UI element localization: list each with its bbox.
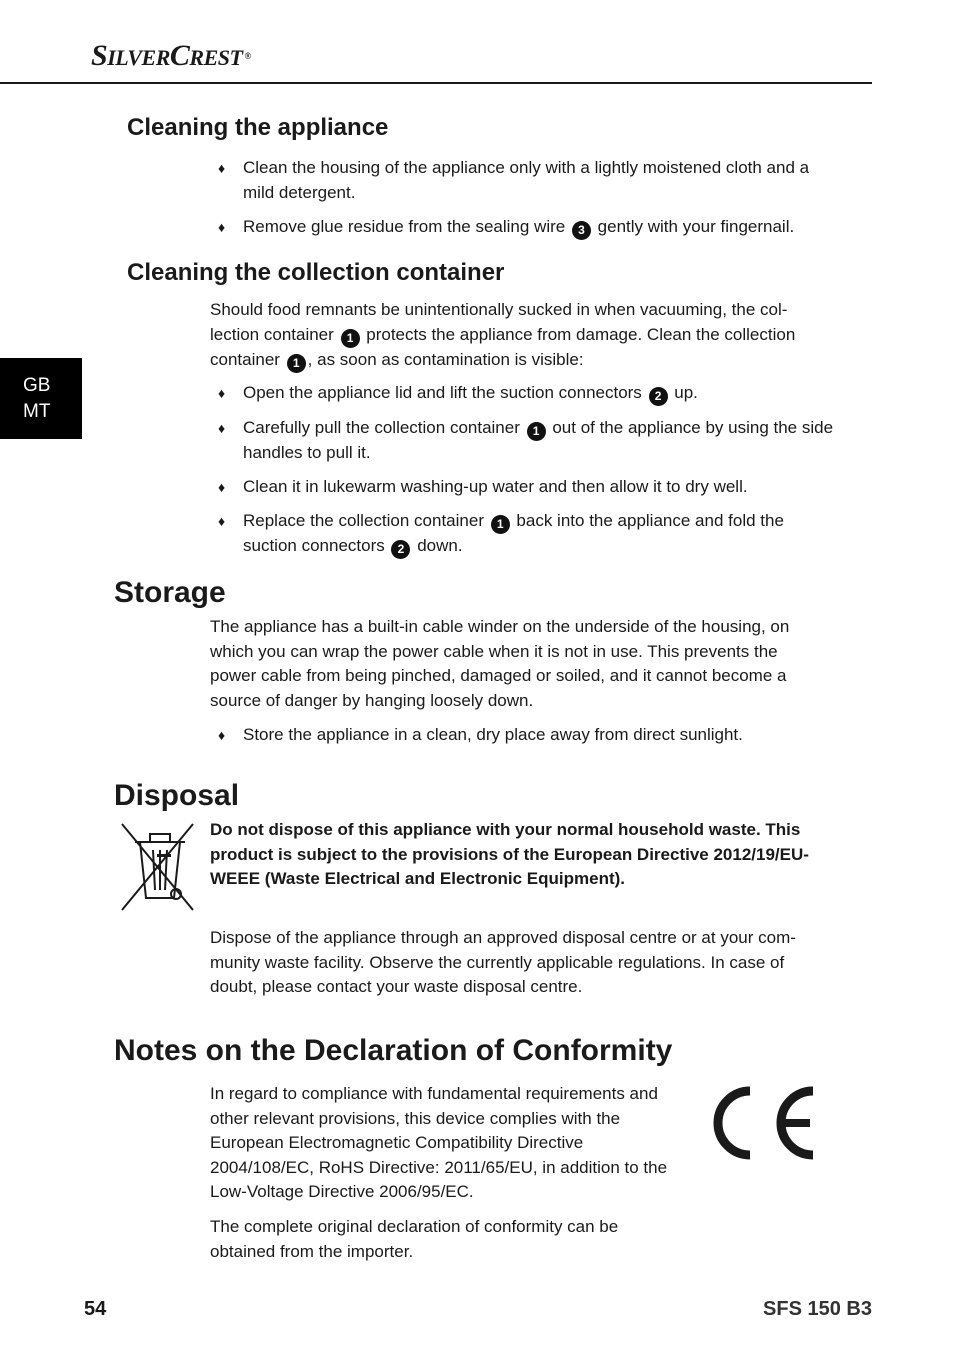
part-number-badge: 1 xyxy=(287,354,306,373)
section-heading-cleaning-container: Cleaning the collection container xyxy=(127,259,505,286)
language-code-mt: MT xyxy=(23,400,51,422)
registered-mark: ® xyxy=(244,51,251,61)
diamond-bullet-icon: ♦ xyxy=(218,160,226,176)
brand-logo xyxy=(91,36,251,78)
ce-mark-icon xyxy=(710,1085,818,1161)
cleaning-appliance-list xyxy=(210,156,840,249)
storage-list xyxy=(210,723,840,757)
diamond-bullet-icon: ♦ xyxy=(218,727,226,743)
section-heading-cleaning-appliance: Cleaning the appliance xyxy=(127,114,389,141)
logo-letters: REST xyxy=(189,45,243,70)
list-item-text: Store the appliance in a clean, dry place away from direct sunlight. xyxy=(243,725,743,744)
section-heading-conformity: Notes on the Declaration of Conformity xyxy=(114,1034,673,1067)
container-intro xyxy=(210,298,835,373)
list-item xyxy=(210,509,840,559)
diamond-bullet-icon: ♦ xyxy=(218,512,226,529)
section-heading-storage: Storage xyxy=(114,576,226,609)
part-number-badge: 2 xyxy=(391,540,410,559)
language-code-gb: GB xyxy=(23,374,51,396)
cleaning-container-list xyxy=(210,381,840,569)
list-item-text: Carefully pull the collection container xyxy=(243,417,525,437)
diamond-bullet-icon: ♦ xyxy=(218,419,226,436)
list-item-text: out of the appliance by using the side handles to pull it. xyxy=(243,417,834,462)
section-heading-disposal: Disposal xyxy=(114,779,240,812)
disposal-warning: Do not dispose of this appliance with your normal household waste. This product is subject to the provisions of the European Directive 2012/19/EU-WEEE (Waste Electrical and Electronic Equipment). xyxy=(210,820,809,889)
crossed-bin-icon xyxy=(120,822,195,912)
paragraph-text: protects the appliance from damage. Clean the collection container xyxy=(210,324,796,369)
list-item-text: gently with your fingernail. xyxy=(592,216,795,236)
page-number: 54 xyxy=(84,1298,107,1320)
logo-letter: C xyxy=(169,39,190,72)
paragraph-text: , as soon as contamination is visible: xyxy=(307,349,584,369)
conformity-text-2: The complete original declaration of conformity can be obtained from the importer. xyxy=(210,1217,619,1261)
list-item-text: Replace the collection container xyxy=(243,510,489,530)
part-number-badge: 3 xyxy=(572,221,591,240)
list-item-text: Clean it in lukewarm washing-up water and then allow it to dry well. xyxy=(243,476,748,496)
list-item-text: Remove glue residue from the sealing wire xyxy=(243,216,570,236)
part-number-badge: 1 xyxy=(491,515,510,534)
header-rule xyxy=(0,82,872,84)
part-number-badge: 1 xyxy=(341,329,360,348)
list-item xyxy=(210,475,840,500)
logo-letters: ILVER xyxy=(107,45,170,70)
list-item-text: Open the appliance lid and lift the suction connectors xyxy=(243,383,647,402)
diamond-bullet-icon: ♦ xyxy=(218,385,226,401)
part-number-badge: 1 xyxy=(527,422,546,441)
list-item xyxy=(210,723,840,748)
language-tab xyxy=(0,358,82,439)
paragraph-text: Should food remnants be unintentionally sucked in when vacuuming, the col-lection container xyxy=(210,300,788,344)
list-item xyxy=(210,381,840,406)
diamond-bullet-icon: ♦ xyxy=(218,478,226,495)
list-item-text: up. xyxy=(669,383,698,402)
conformity-text: In regard to compliance with fundamental requirements and other relevant provisions, this device complies with the European Electromagnetic Compatibility Directive 2004/108/EC, RoHS Directive: 2011/65/EU, in addition to the Low-Voltage Directive 2006/95/EC. xyxy=(210,1084,668,1202)
logo-letter: S xyxy=(91,39,108,72)
list-item xyxy=(210,215,840,240)
storage-text: The appliance has a built-in cable winder on the underside of the housing, on which you can wrap the power cable when it is not in use. This prevents the power cable from being pinched, damaged or soiled, and it cannot become a source of danger by hanging loosely down. xyxy=(210,617,790,710)
list-item-text: down. xyxy=(412,535,463,555)
disposal-text: Dispose of the appliance through an approved disposal centre or at your com-munity waste facility. Observe the currently applicable regulations. In case of doubt, please contact your waste disposal centre. xyxy=(210,928,796,997)
diamond-bullet-icon: ♦ xyxy=(218,218,226,235)
list-item xyxy=(210,156,840,205)
list-item-text: back into the appliance and fold the suction connectors xyxy=(243,510,784,555)
list-item xyxy=(210,416,840,466)
model-number: SFS 150 B3 xyxy=(763,1298,872,1320)
part-number-badge: 2 xyxy=(649,387,668,406)
list-item-text: Clean the housing of the appliance only with a lightly moistened cloth and a mild detergent. xyxy=(243,158,810,202)
